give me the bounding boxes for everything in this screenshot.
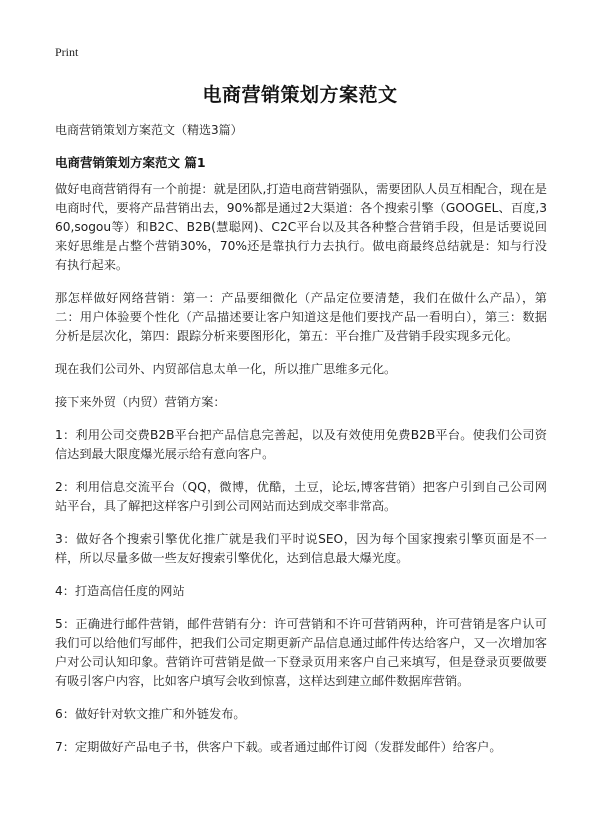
document-body bbox=[55, 180, 547, 771]
paragraph: 2：利用信息交流平台（QQ，微博，优酷，土豆，论坛,博客营销）把客户引到自己公司网站平台，具了解把这样客户引到公司网站而达到成交率非常高。 bbox=[55, 480, 547, 513]
paragraph: 1：利用公司交费B2B平台把产品信息完善起，以及有效使用免费B2B平台。使我们公司资信达到最大限度爆光展示给有意向客户。 bbox=[55, 428, 547, 461]
document-title: 电商营销策划方案范文 bbox=[202, 84, 398, 106]
paragraph: 4：打造高信任度的网站 bbox=[55, 584, 185, 598]
paragraph: 做好电商营销得有一个前提：就是团队,打造电商营销强队，需要团队人员互相配合，现在是电商时代，要将产品营销出去，90%都是通过2大渠道：各个搜索引擎（GOOGEL、百度,360,sogou等）和B2C、B2B(慧聪网)、C2C平台以及其各种整合营销手段，但是话要说回来好思维是占整个营销30%，70%还是靠执行力去执行。做电商最终总结就是：知与行没有执行起来。 bbox=[55, 182, 547, 272]
paragraph: 3：做好各个搜索引擎优化推广就是我们平时说SEO，因为每个国家搜索引擎页面是不一样，所以尽量多做一些友好搜索引擎优化，达到信息最大爆光度。 bbox=[55, 532, 547, 565]
paragraph: 7：定期做好产品电子书，供客户下载。或者通过邮件订阅（发群发邮件）给客户。 bbox=[55, 740, 502, 754]
paragraph: 那怎样做好网络营销：第一：产品要细微化（产品定位要清楚，我们在做什么产品），第二：用户体验要个性化（产品描述要让客户知道这是他们要找产品一看明白），第三：数据分析是层次化，第四：跟踪分析来要图形化，第五：平台推广及营销手段实现多元化。 bbox=[55, 291, 547, 343]
print-label: Print bbox=[55, 45, 79, 59]
paragraph: 接下来外贸（内贸）营销方案： bbox=[55, 395, 226, 409]
paragraph: 现在我们公司外、内贸部信息太单一化，所以推广思维多元化。 bbox=[55, 362, 397, 376]
section-heading: 电商营销策划方案范文 篇1 bbox=[55, 155, 206, 170]
paragraph: 5：正确进行邮件营销，邮件营销有分：许可营销和不许可营销两种，许可营销是客户认可我们可以给他们写邮件，把我们公司定期更新产品信息通过邮件传达给客户，又一次增加客户对公司认知印象。营销许可营销是做一下登录页用来客户自己来填写，但是登录页要做要有吸引客户内容，比如客户填写会收到惊喜，这样达到建立邮件数据库营销。 bbox=[55, 617, 547, 688]
document-subtitle: 电商营销策划方案范文（精选3篇） bbox=[55, 123, 243, 137]
paragraph: 6：做好针对软文推广和外链发布。 bbox=[55, 707, 246, 721]
